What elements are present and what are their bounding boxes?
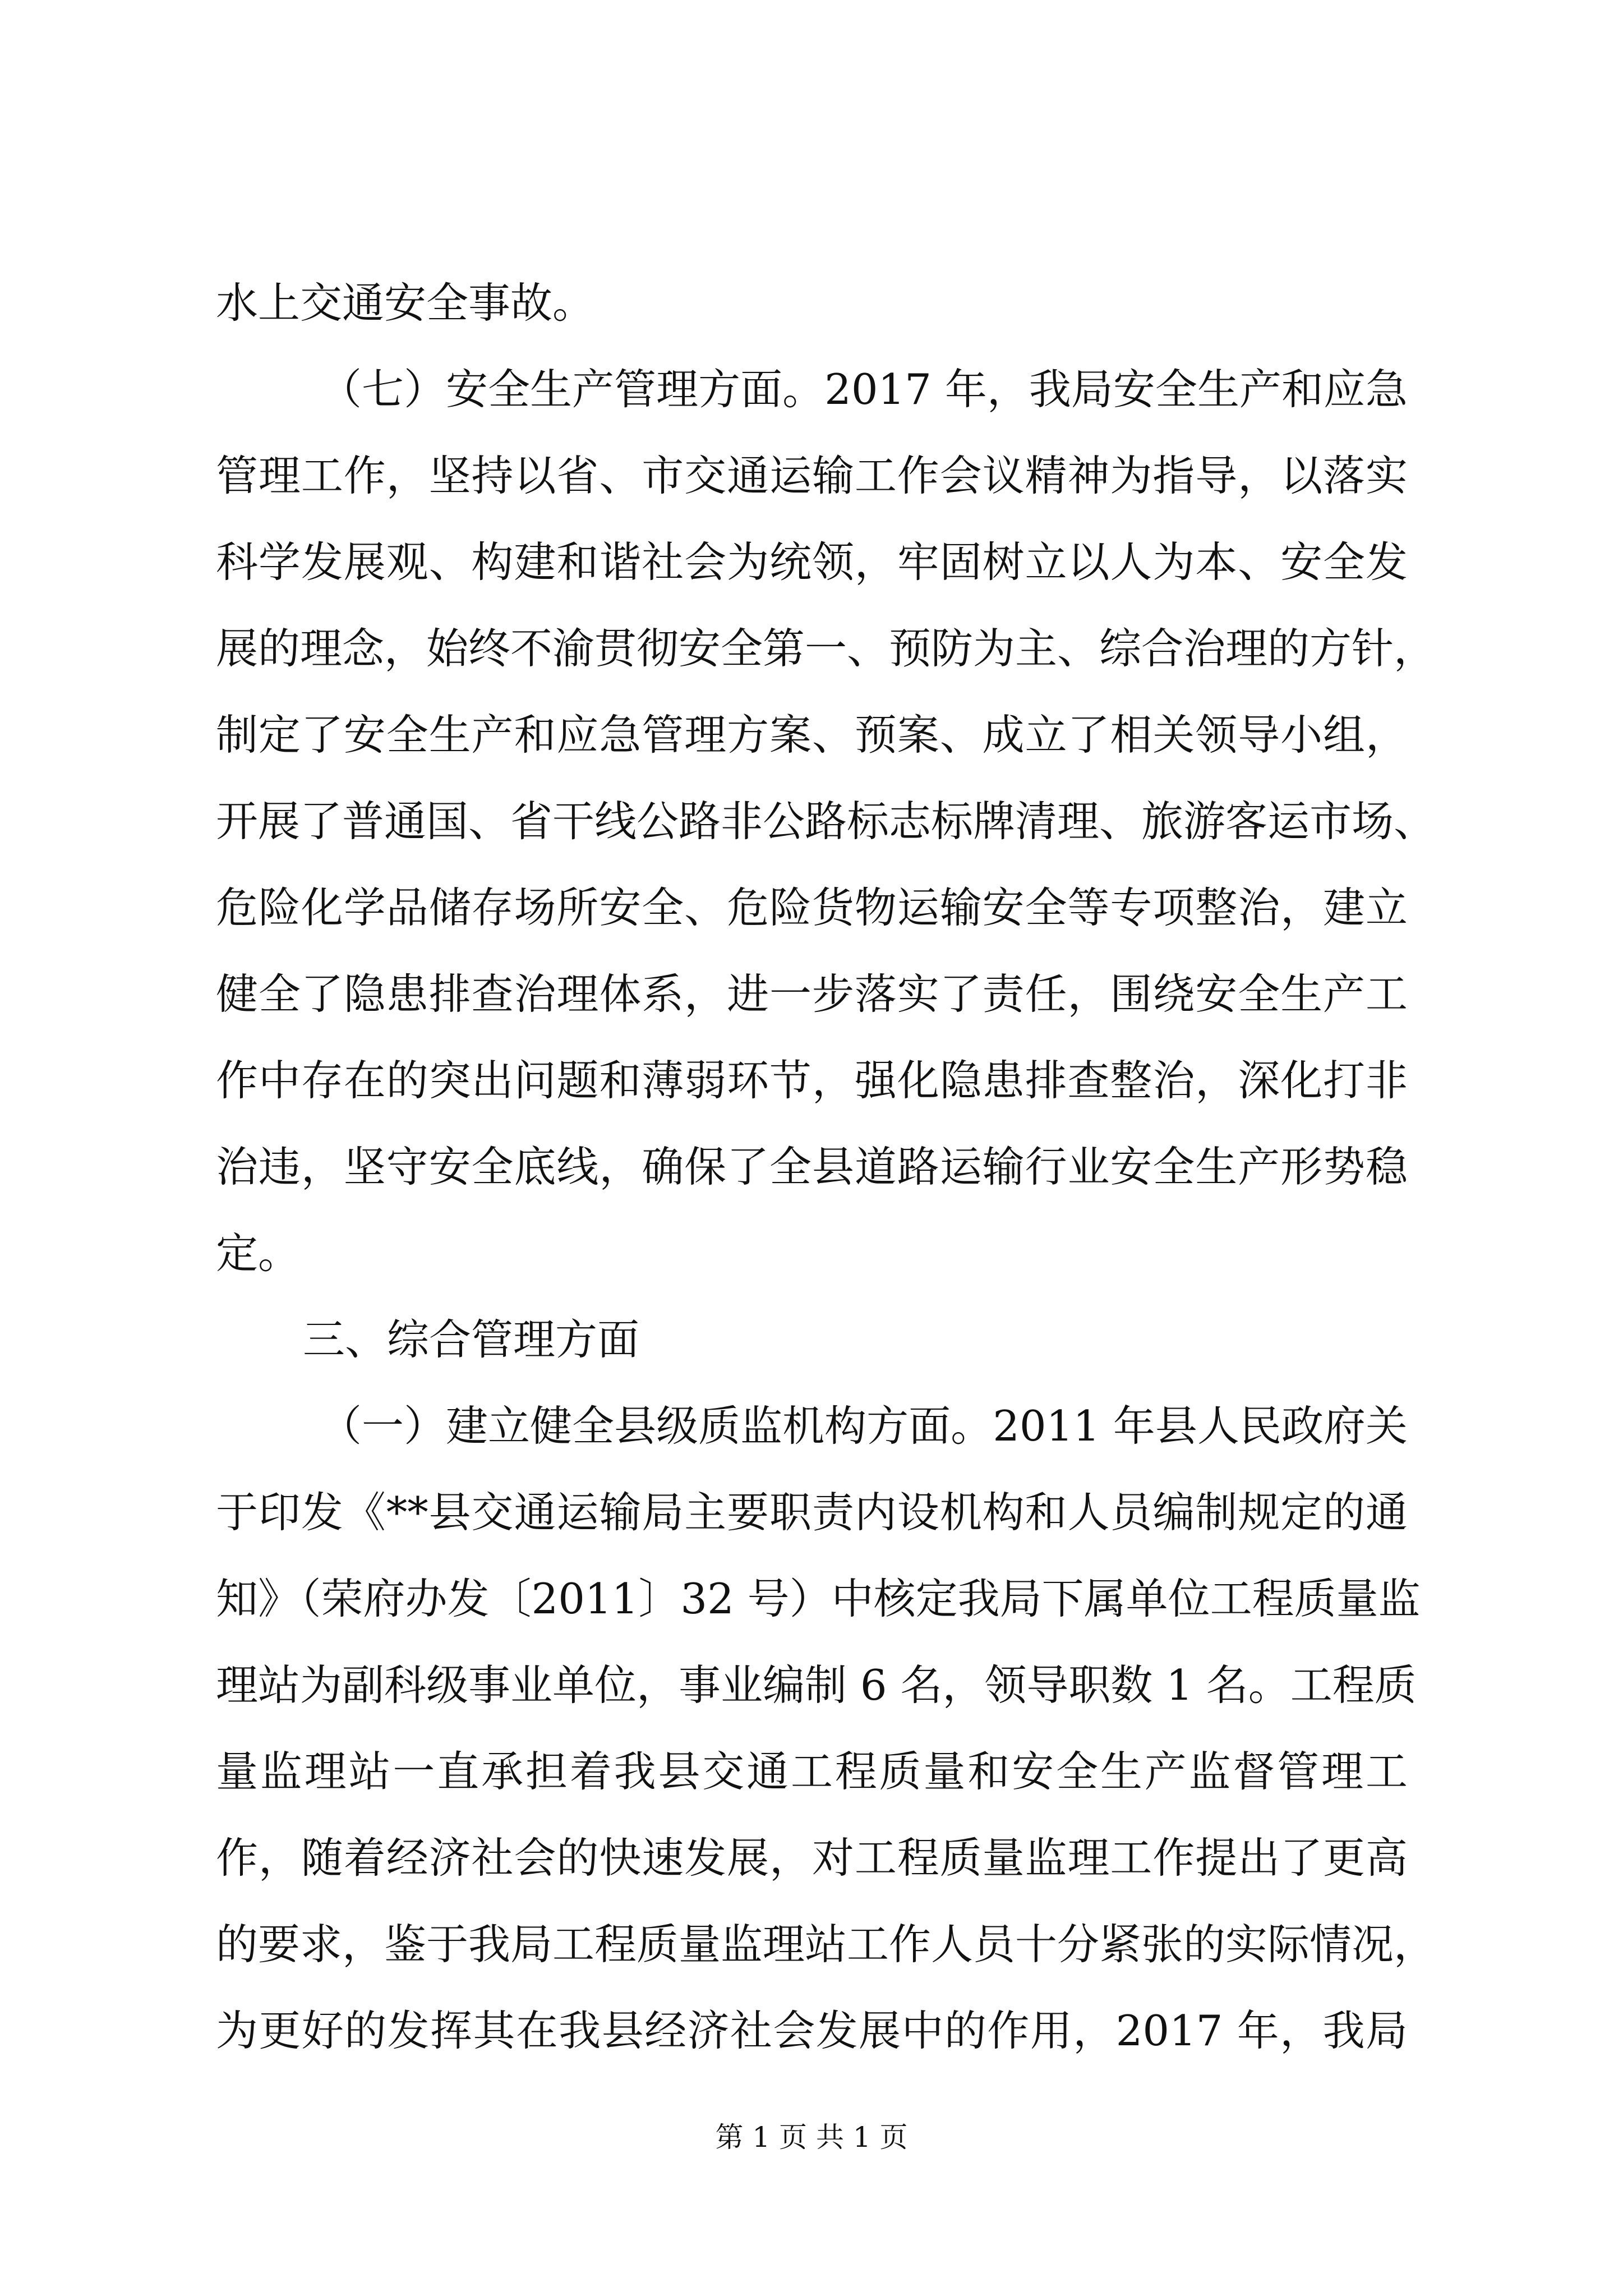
text-line-11: 治违，坚守安全底线，确保了全县道路运输行业安全生产形势稳 (216, 1142, 1408, 1191)
text-line-21: 为更好的发挥其在我县经济社会发展中的作用，2017 年，我局 (216, 2006, 1408, 2055)
page-footer: 第 1 页 共 1 页 (715, 2121, 908, 2154)
text-line-7: 开展了普通国、省干线公路非公路标志标牌清理、旅游客运市场、 (216, 797, 1436, 846)
text-line-9: 健全了隐患排查治理体系，进一步落实了责任，围绕安全生产工 (216, 969, 1408, 1019)
text-line-6: 制定了安全生产和应急管理方案、预案、成立了相关领导小组， (216, 710, 1408, 760)
paragraph-start-line: （七）安全生产管理方面。2017 年，我局安全生产和应急 (320, 365, 1408, 414)
paragraph-start-line-2: （一）建立健全县级质监机构方面。2011 年县人民政府关 (320, 1401, 1408, 1451)
text-line-4: 科学发展观、构建和谐社会为统领，牢固树立以人为本、安全发 (216, 537, 1408, 587)
section-heading: 三、综合管理方面 (303, 1315, 640, 1364)
text-line-15: 于印发《**县交通运输局主要职责内设机构和人员编制规定的通 (216, 1488, 1408, 1537)
text-line-17: 理站为副科级事业单位，事业编制 6 名，领导职数 1 名。工程质 (216, 1660, 1417, 1710)
text-line-20: 的要求，鉴于我局工程质量监理站工作人员十分紧张的实际情况， (216, 1920, 1436, 1969)
text-line-1: 水上交通安全事故。 (216, 278, 595, 328)
text-line-16: 知》（荣府办发〔2011〕32 号）中核定我局下属单位工程质量监 (216, 1574, 1421, 1623)
text-line-8: 危险化学品储存场所安全、危险货物运输安全等专项整治，建立 (216, 883, 1408, 932)
text-line-19: 作，随着经济社会的快速发展，对工程质量监理工作提出了更高 (216, 1833, 1408, 1883)
text-line-3: 管理工作，坚持以省、市交通运输工作会议精神为指导，以落实 (216, 451, 1408, 500)
text-line-10: 作中存在的突出问题和薄弱环节，强化隐患排查整治，深化打非 (216, 1056, 1408, 1105)
text-line-18: 量监理站一直承担着我县交通工程质量和安全生产监督管理工 (216, 1747, 1408, 1796)
text-line-12: 定。 (216, 1228, 301, 1278)
text-line-5: 展的理念，始终不渝贯彻安全第一、预防为主、综合治理的方针， (216, 624, 1436, 673)
